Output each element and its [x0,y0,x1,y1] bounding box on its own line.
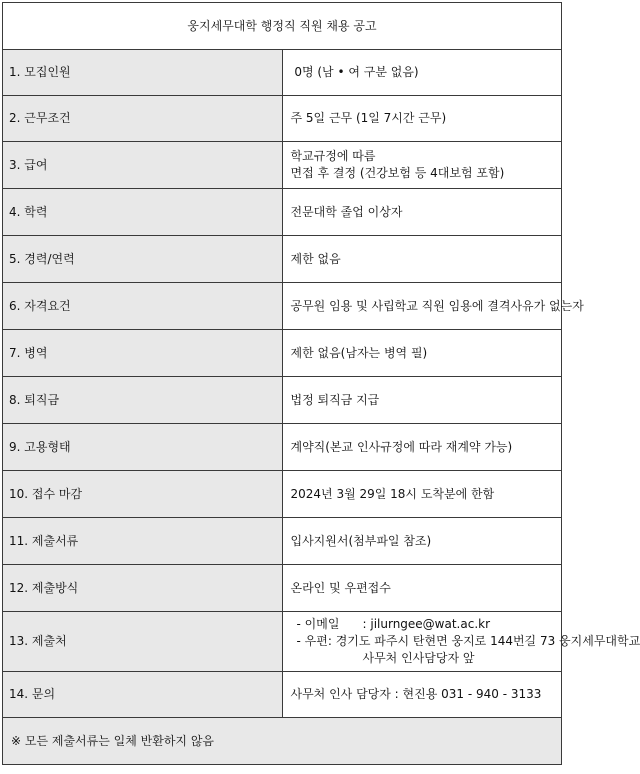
info-row [3,283,562,330]
info-row [3,471,562,518]
footer-row [3,718,562,765]
footer-note: ※ 모든 제출서류는 일체 반환하지 않음 [3,718,562,765]
row-label: 5. 경력/연력 [3,236,283,283]
value-line: 2024년 3월 29일 18시 도착분에 한함 [290,486,495,501]
info-row [3,565,562,612]
post-value: : 경기도 파주시 탄현면 웅지로 144번길 73 웅지세무대학교 [327,634,640,648]
value-line: 법정 퇴직금 지급 [290,392,380,407]
submit-to-value [282,612,640,672]
job-notice-table [2,2,640,765]
row-value [282,330,562,377]
email-key: - 이메일 [296,617,340,631]
value-line: 학교규정에 따름 [290,149,376,163]
row-value [282,565,562,612]
title-row [3,3,562,50]
row-label: 8. 퇴직금 [3,377,283,424]
info-row [3,424,562,471]
post-line-2: 사무처 인사담당자 앞 [362,651,475,665]
email-line [291,616,562,633]
row-value [282,283,584,330]
submit-to-row [3,612,562,672]
email-value: : jilurngee@wat.ac.kr [362,617,491,631]
row-label: 13. 제출처 [3,612,283,672]
row-value [282,424,562,471]
row-value [282,50,562,96]
value-line: 공무원 임용 및 사립학교 직원 임용에 결격사유가 없는자 [290,298,584,313]
value-line: 주 5일 근무 (1일 7시간 근무) [290,111,447,125]
inquiry-row [3,672,562,718]
info-row [3,96,562,142]
row-label: 4. 학력 [3,189,283,236]
row-value [282,471,562,518]
row-value [282,96,562,142]
row-value [282,518,562,565]
row-value [282,142,562,189]
value-line: 계약직(본교 인사규정에 따라 재계약 가능) [290,439,513,454]
value-line: 0명 (남 • 여 구분 없음) [290,65,419,79]
post-line [291,633,640,650]
inquiry-value: 사무처 인사 담당자 : 현진용 031 - 940 - 3133 [282,672,562,718]
info-row [3,236,562,283]
value-line: 전문대학 졸업 이상자 [290,204,403,219]
value-line: 면접 후 결정 (건강보험 등 4대보험 포함) [290,166,505,180]
info-row [3,518,562,565]
row-label: 1. 모집인원 [3,50,283,96]
info-row [3,142,562,189]
post-key: - 우편 [296,634,328,648]
row-label: 2. 근무조건 [3,96,283,142]
row-label: 6. 자격요건 [3,283,283,330]
row-label: 12. 제출방식 [3,565,283,612]
row-label: 14. 문의 [3,672,283,718]
row-label: 7. 병역 [3,330,283,377]
row-value [282,189,562,236]
info-row [3,50,562,96]
notice-title: 웅지세무대학 행정직 직원 채용 공고 [3,3,562,50]
row-value [282,236,562,283]
info-row [3,330,562,377]
value-line: 온라인 및 우편접수 [290,580,391,595]
row-label: 11. 제출서류 [3,518,283,565]
row-label: 9. 고용형태 [3,424,283,471]
row-label: 10. 접수 마감 [3,471,283,518]
row-value [282,377,562,424]
value-line: 제한 없음 [290,251,341,266]
info-row [3,189,562,236]
value-line: 입사지원서(첨부파일 참조) [290,533,432,548]
row-label: 3. 급여 [3,142,283,189]
value-line: 제한 없음(남자는 병역 필) [290,345,428,360]
info-row [3,377,562,424]
